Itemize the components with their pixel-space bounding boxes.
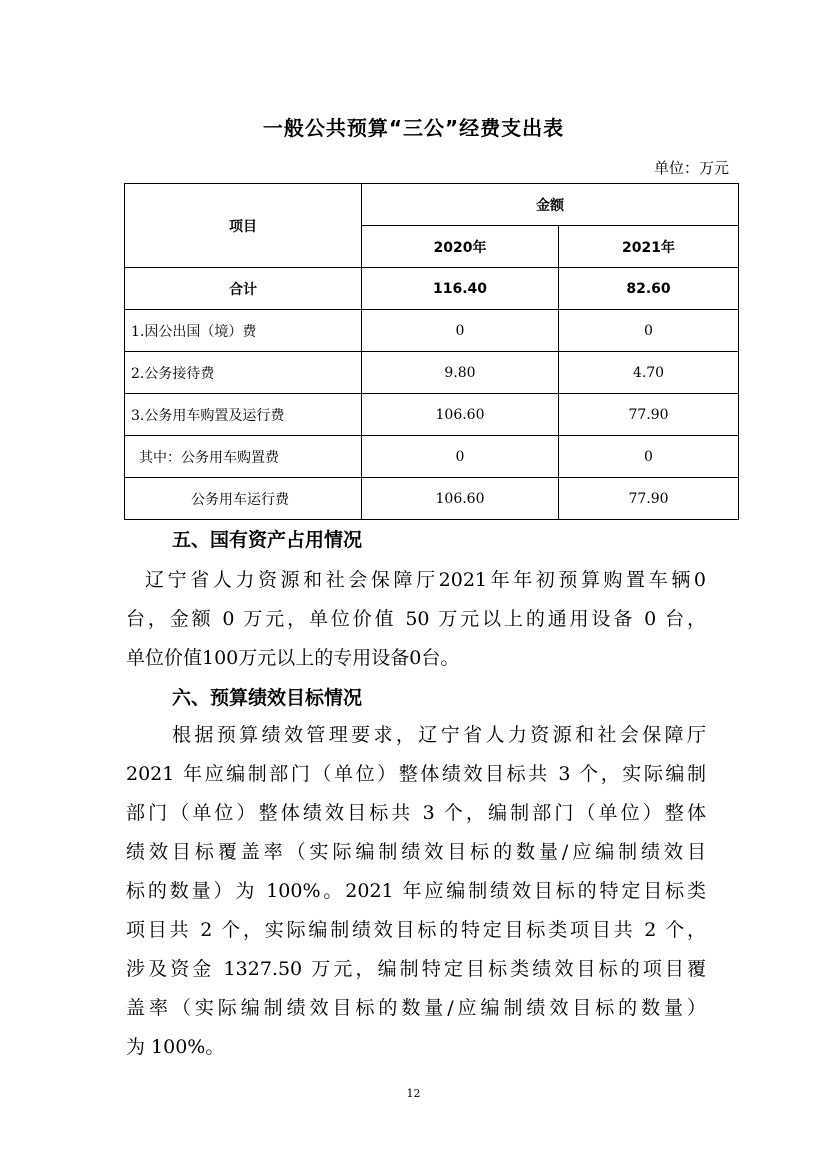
paragraph-performance [126,716,706,1067]
row-value-2021: 0 [559,310,739,352]
page-number: 12 [406,1087,421,1100]
paragraph-line: 项目共 2 个，实际编制绩效目标的特定目标类项目共 2 个， [126,919,706,941]
row-value-2021: 77.90 [559,394,739,436]
paragraph-line: 单位价值100万元以上的专用设备0台。 [126,647,460,669]
table-row [125,352,739,394]
row-value-2021: 0 [559,436,739,478]
section-heading-assets: 五、国有资产占用情况 [172,529,363,551]
section-heading-performance: 六、预算绩效目标情况 [172,687,363,709]
row-value-2020: 0 [362,436,559,478]
table-row [125,310,739,352]
row-item: 2.公务接待费 [125,352,362,394]
header-year-2020: 2020年 [362,226,559,268]
table-row-total [125,268,739,310]
row-value-2020: 116.40 [362,268,559,310]
header-amount: 金额 [362,184,739,226]
header-year-2021: 2021年 [559,226,739,268]
row-value-2020: 0 [362,310,559,352]
paragraph-line: 部门（单位）整体绩效目标共 3 个，编制部门（单位）整体 [126,802,706,824]
row-value-2020: 106.60 [362,478,559,520]
paragraph-line: 为 100%。 [126,1036,225,1058]
row-item: 其中：公务用车购置费 [125,436,362,478]
table-row [125,436,739,478]
paragraph-line: 2021 年应编制部门（单位）整体绩效目标共 3 个，实际编制 [126,763,706,785]
paragraph-line: 根据预算绩效管理要求，辽宁省人力资源和社会保障厅 [172,724,706,746]
row-item: 1.因公出国（境）费 [125,310,362,352]
paragraph-assets [126,561,706,678]
row-item: 合计 [125,268,362,310]
paragraph-line: 盖率（实际编制绩效目标的数量/应编制绩效目标的数量） [126,997,706,1019]
table-row [125,394,739,436]
row-value-2021: 77.90 [559,478,739,520]
row-item: 3.公务用车购置及运行费 [125,394,362,436]
paragraph-line: 台，金额 0 万元，单位价值 50 万元以上的通用设备 0 台， [126,608,706,630]
paragraph-line: 绩效目标覆盖率（实际编制绩效目标的数量/应编制绩效目 [126,841,706,863]
table-row [125,478,739,520]
row-value-2020: 9.80 [362,352,559,394]
row-value-2021: 82.60 [559,268,739,310]
unit-label: 单位：万元 [653,159,729,177]
header-item: 项目 [125,184,362,268]
row-value-2021: 4.70 [559,352,739,394]
table-title: 一般公共预算“三公”经费支出表 [262,116,565,140]
row-value-2020: 106.60 [362,394,559,436]
row-item: 公务用车运行费 [125,478,362,520]
paragraph-line: 涉及资金 1327.50 万元，编制特定目标类绩效目标的项目覆 [126,958,706,980]
paragraph-line: 辽宁省人力资源和社会保障厅2021年年初预算购置车辆0 [145,569,706,591]
three-public-expense-table [124,183,739,520]
paragraph-line: 标的数量）为 100%。2021 年应编制绩效目标的特定目标类 [126,880,706,902]
table-header-row-1 [125,184,739,226]
